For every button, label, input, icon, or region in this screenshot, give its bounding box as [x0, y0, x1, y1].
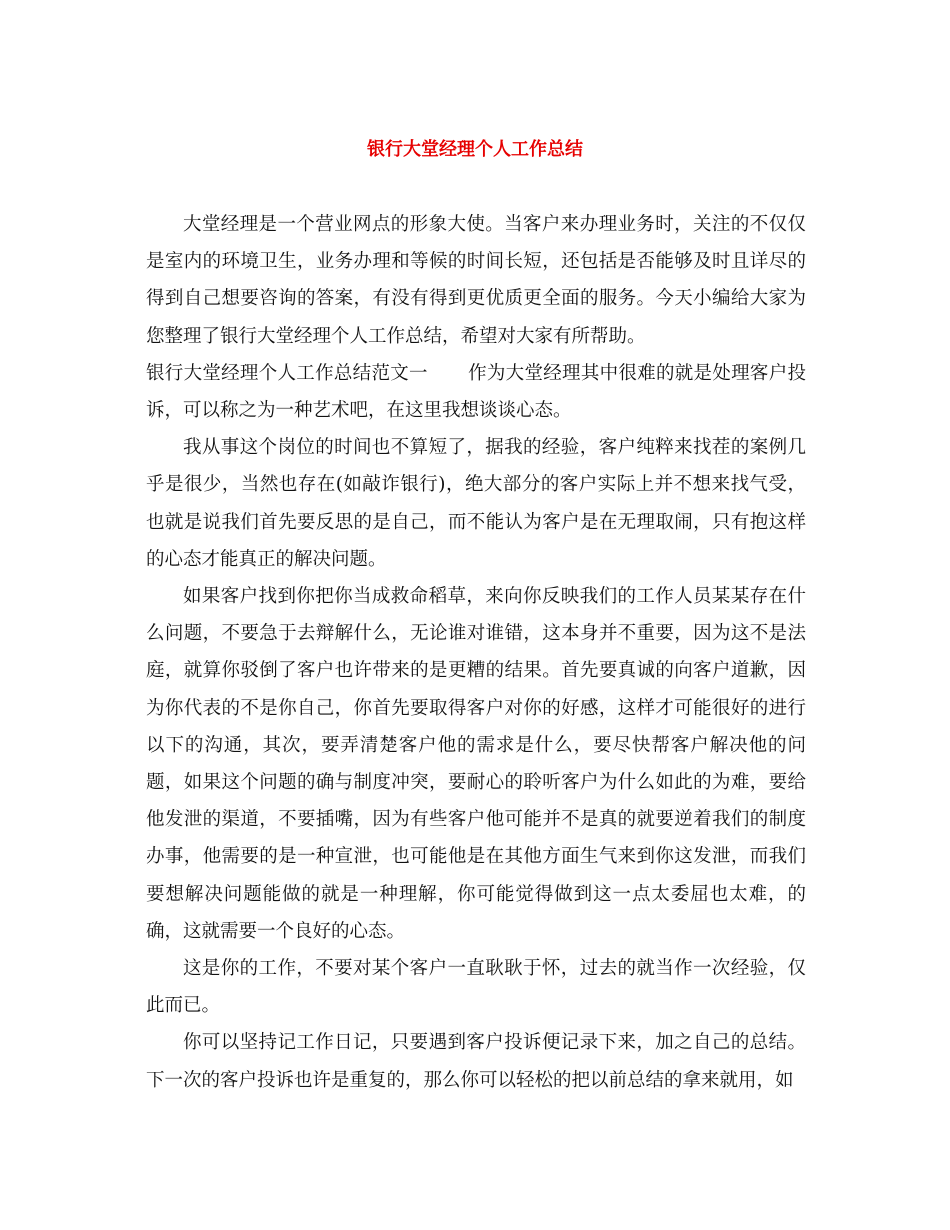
document-body: [146, 206, 806, 1099]
body-paragraph-2: 如果客户找到你把你当成救命稻草，来向你反映我们的工作人员某某存在什么问题，不要急于去辩解什么，无论谁对谁错，这本身并不重要，因为这不是法庭，就算你驳倒了客户也许带来的是更糟的结果。首先要真诚的向客户道歉，因为你代表的不是你自己，你首先要取得客户对你的好感，这样才可能很好的进行以下的沟通，其次，要弄清楚客户他的需求是什么，要尽快帮客户解决他的问题，如果这个问题的确与制度冲突，要耐心的聆听客户为什么如此的为难，要给他发泄的渠道，不要插嘴，因为有些客户他可能并不是真的就要逆着我们的制度办事，他需要的是一种宣泄，也可能他是在其他方面生气来到你这发泄，而我们要想解决问题能做的就是一种理解，你可能觉得做到这一点太委屈也太难，的确，这就需要一个良好的心态。: [146, 586, 806, 942]
section-lead: 作为大堂经理其中很难的就是处理客户投诉，可以称之为一种艺术吧，在这里我想谈谈心态。: [146, 362, 806, 422]
body-paragraph-4: 你可以坚持记工作日记，只要遇到客户投诉便记录下来，加之自己的总结。下一次的客户投诉也许是重复的，那么你可以轻松的把以前总结的拿来就用，如: [146, 1032, 806, 1091]
section-paragraph: [146, 355, 806, 429]
body-paragraph-1: 我从事这个岗位的时间也不算短了，据我的经验，客户纯粹来找茬的案例几乎是很少，当然也存在(如敲诈银行)，绝大部分的客户实际上并不想来找气受，也就是说我们首先要反思的是自己，而不能认为客户是在无理取闹，只有抱这样的心态才能真正的解决问题。: [146, 437, 806, 570]
body-paragraph-3: 这是你的工作，不要对某个客户一直耿耿于怀，过去的就当作一次经验，仅此而已。: [146, 958, 806, 1017]
intro-paragraph: 大堂经理是一个营业网点的形象大使。当客户来办理业务时，关注的不仅仅是室内的环境卫生，业务办理和等候的时间长短，还包括是否能够及时且详尽的得到自己想要咨询的答案，有没有得到更优质更全面的服务。今天小编给大家为您整理了银行大堂经理个人工作总结，希望对大家有所帮助。: [146, 214, 806, 347]
section-heading: 银行大堂经理个人工作总结范文一: [146, 362, 428, 384]
document-title: 银行大堂经理个人工作总结: [367, 139, 583, 160]
